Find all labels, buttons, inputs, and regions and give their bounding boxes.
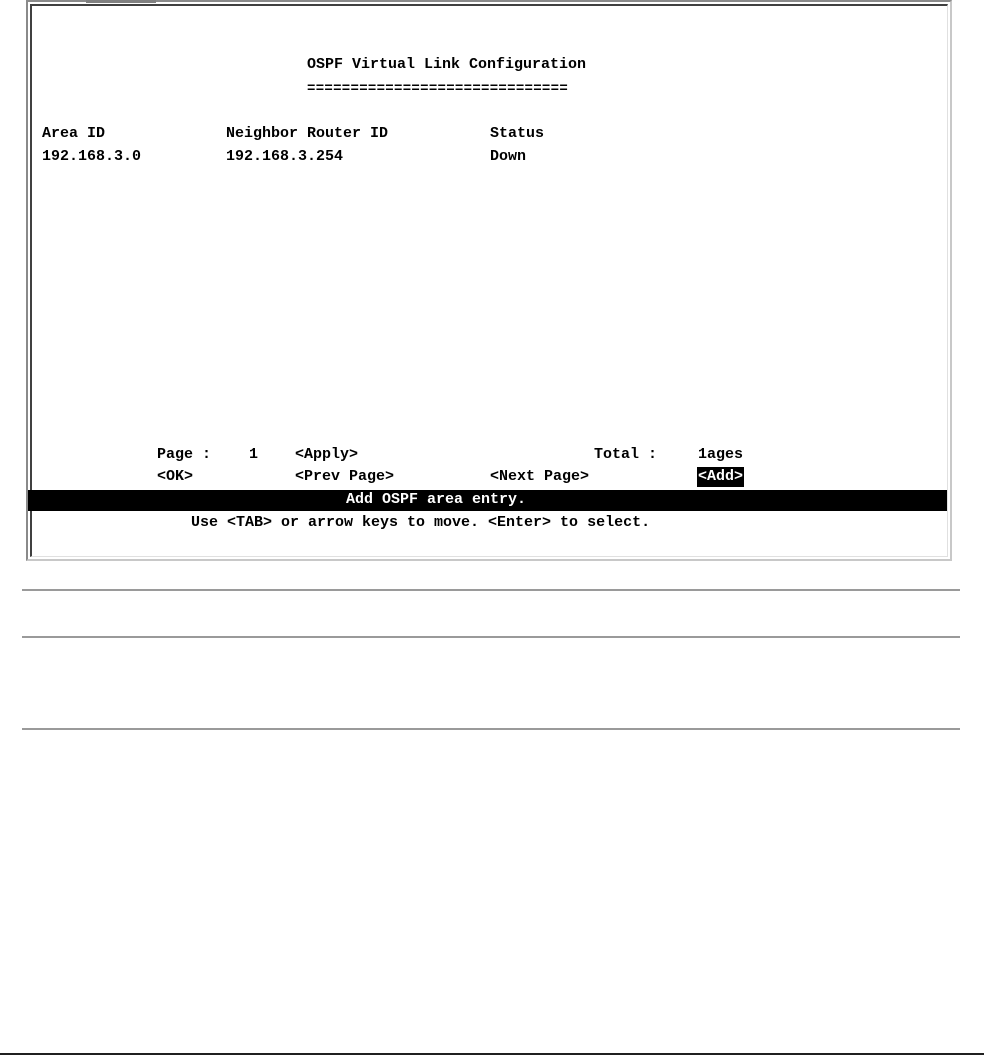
divider-2 <box>22 636 960 638</box>
total-label: Total : <box>594 446 658 463</box>
status-message: Add OSPF area entry. <box>346 491 527 508</box>
add-button[interactable]: <Add> <box>698 468 744 485</box>
page-number: 1 <box>249 446 259 463</box>
table-row-status[interactable]: Down <box>490 148 527 165</box>
column-header-neighbor-router-id: Neighbor Router ID <box>226 125 389 142</box>
apply-button[interactable]: <Apply> <box>295 446 359 463</box>
status-bar <box>28 490 947 511</box>
next-page-button[interactable]: <Next Page> <box>490 468 590 485</box>
column-header-area-id: Area ID <box>42 125 106 142</box>
page-title: OSPF Virtual Link Configuration <box>307 56 587 73</box>
divider-3 <box>22 728 960 730</box>
window-edge-mark <box>86 0 156 3</box>
table-row-neighbor-router-id[interactable]: 192.168.3.254 <box>226 148 344 165</box>
page-bottom-rule <box>0 1053 984 1055</box>
divider-1 <box>22 589 960 591</box>
title-underline: ============================== <box>307 81 569 97</box>
terminal-window <box>26 0 952 561</box>
table-row-area-id[interactable]: 192.168.3.0 <box>42 148 142 165</box>
total-value: 1ages <box>698 446 744 463</box>
help-text: Use <TAB> or arrow keys to move. <Enter> to select. <box>191 514 651 531</box>
column-header-status: Status <box>490 125 545 142</box>
page-label: Page : <box>157 446 212 463</box>
ok-button[interactable]: <OK> <box>157 468 194 485</box>
prev-page-button[interactable]: <Prev Page> <box>295 468 395 485</box>
